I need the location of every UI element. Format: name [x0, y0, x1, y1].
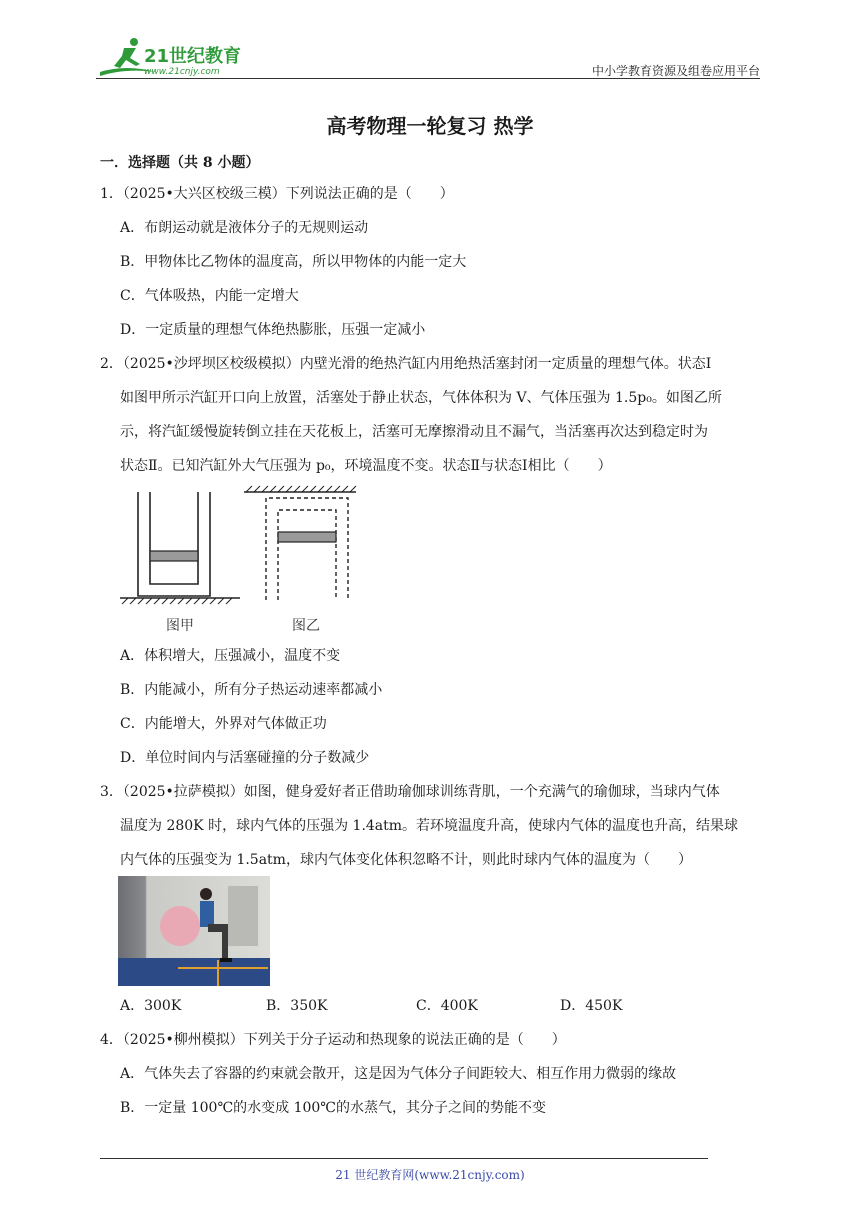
figure-yi: [244, 486, 356, 634]
question-1-option-b: B．甲物体比乙物体的温度高，所以甲物体的内能一定大: [120, 254, 467, 270]
question-1-stem: 1．（2025•大兴区校级三模）下列说法正确的是（ ）: [100, 186, 454, 202]
yoga-ball-photo: [118, 876, 270, 986]
question-3-option-c: C．400K: [416, 998, 478, 1014]
question-3-stem-line-2: 温度为 280K 时，球内气体的压强为 1.4atm。若环境温度升高，使球内气体的温度也升高，结果球: [120, 818, 739, 834]
question-2-stem-line-3: 示，将汽缸缓慢旋转倒立挂在天花板上，活塞可无摩擦滑动且不漏气，当活塞再次达到稳定时为: [120, 424, 708, 440]
question-1-option-d: D．一定质量的理想气体绝热膨胀，压强一定减小: [120, 322, 426, 338]
question-4-option-a: A．气体失去了容器的约束就会散开，这是因为气体分子间距较大、相互作用力微弱的缘故: [120, 1066, 677, 1082]
question-2-option-b: B．内能减小，所有分子热运动速率都减小: [120, 682, 383, 698]
figure-jia: [120, 492, 240, 634]
question-3-stem-line-3: 内气体的压强变为 1.5atm，球内气体变化体积忽略不计，则此时球内气体的温度为（ ）: [120, 852, 692, 868]
question-2-option-c: C．内能增大，外界对气体做正功: [120, 716, 327, 732]
question-3-option-a: A．300K: [120, 998, 182, 1014]
piston-jia: [150, 551, 198, 561]
document-title: 高考物理一轮复习 热学: [326, 114, 534, 138]
question-2-option-d: D．单位时间内与活塞碰撞的分子数减少: [120, 750, 370, 766]
question-3-option-d: D．450K: [560, 998, 623, 1014]
question-3-stem-line-1: 3．（2025•拉萨模拟）如图，健身爱好者正借助瑜伽球训练背肌，一个充满气的瑜伽球，当球内气体: [100, 784, 720, 800]
question-2-stem-line-2: 如图甲所示汽缸开口向上放置，活塞处于静止状态，气体体积为 V、气体压强为 1.5p₀。如图乙所: [120, 390, 722, 406]
question-2-option-a: A．体积增大，压强减小，温度不变: [120, 648, 341, 664]
page-header: [96, 36, 760, 80]
logo-text: 21世纪教育: [144, 46, 242, 67]
question-2-stem-line-1: 2．（2025•沙坪坝区校级模拟）内壁光滑的绝热汽缸内用绝热活塞封闭一定质量的理想气体。状态Ⅰ: [100, 356, 712, 372]
figure-label-yi: 图乙: [292, 618, 320, 634]
question-3-option-b: B．350K: [266, 998, 328, 1014]
platform-name: 中小学教育资源及组卷应用平台: [591, 64, 760, 78]
question-1-option-c: C．气体吸热，内能一定增大: [120, 288, 299, 304]
footer-link[interactable]: 21 世纪教育网(www.21cnjy.com): [335, 1168, 525, 1182]
question-2-stem-line-4: 状态Ⅱ。已知汽缸外大气压强为 p₀，环境温度不变。状态Ⅱ与状态Ⅰ相比（ ）: [120, 458, 612, 474]
question-4-stem: 4．（2025•柳州模拟）下列关于分子运动和热现象的说法正确的是（ ）: [100, 1032, 566, 1048]
piston-yi: [278, 532, 336, 542]
section-heading: 一．选择题（共 8 小题）: [100, 155, 260, 171]
cylinder-figure: [116, 484, 372, 638]
header-divider: [96, 78, 760, 79]
site-logo: [96, 36, 266, 80]
footer-divider: [100, 1158, 708, 1159]
figure-label-jia: 图甲: [166, 618, 194, 634]
logo-url: www.21cnjy.com: [144, 67, 220, 77]
question-1-option-a: A．布朗运动就是液体分子的无规则运动: [120, 220, 369, 236]
question-4-option-b: B．一定量 100℃的水变成 100℃的水蒸气，其分子之间的势能不变: [120, 1100, 546, 1116]
photo-illustration: [118, 876, 270, 986]
